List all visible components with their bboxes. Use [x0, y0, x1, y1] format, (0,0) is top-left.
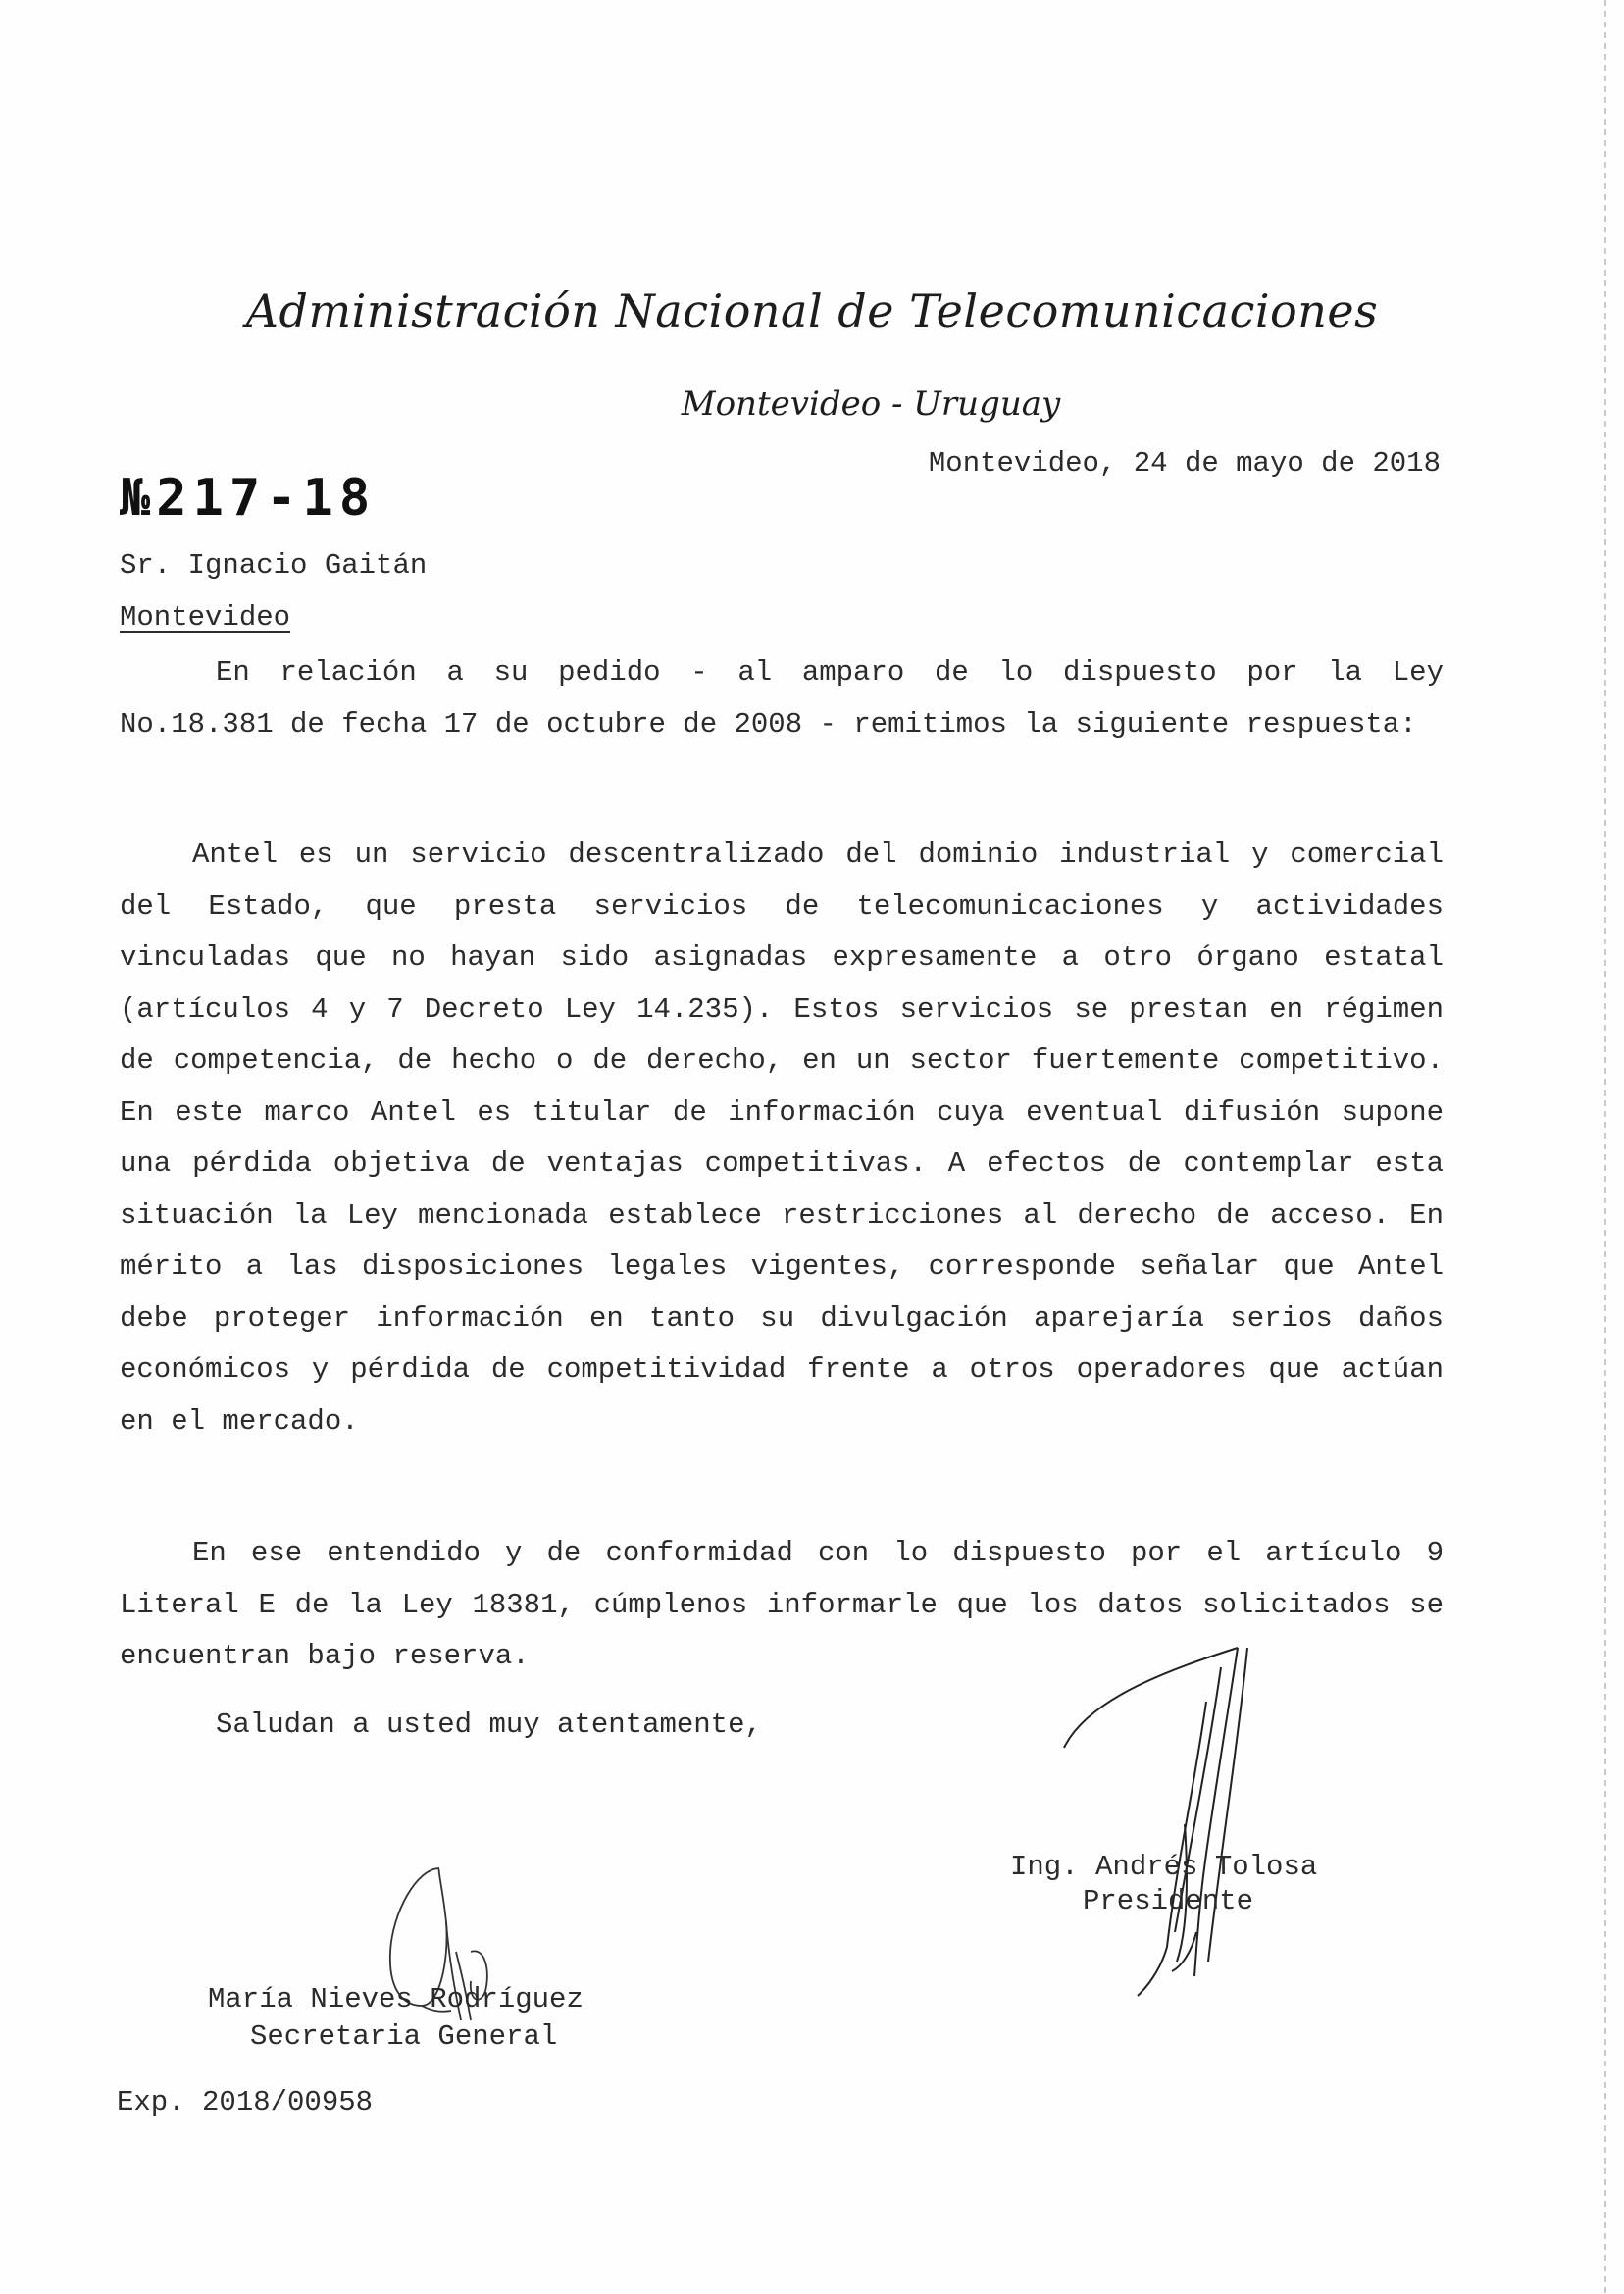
letterhead-subtitle: Montevideo - Uruguay — [681, 384, 1061, 424]
body-paragraph-3: En ese entendido y de conformidad con lo dispuesto por el artículo 9 Literal E de la Ley 18381, cúmplenos informarle que los datos solicitados se encuentran bajo reserva. — [120, 1537, 1444, 1672]
letterhead-title: Administración Nacional de Telecomunicaciones — [245, 284, 1379, 337]
letter-date: Montevideo, 24 de mayo de 2018 — [928, 447, 1441, 480]
body-paragraph-1: En relación a su pedido - al amparo de lo dispuesto por la Ley No.18.381 de fecha 17 de octubre de 2008 - remitimos la siguiente respuesta: — [120, 656, 1444, 740]
document-number-stamp: №217-18 — [120, 469, 377, 528]
closing-line: Saludan a usted muy atentamente, — [216, 1708, 762, 1741]
recipient-city: Montevideo — [120, 601, 291, 634]
signature-right-scribble — [1064, 1648, 1247, 1996]
left-signatory-name: María Nieves Rodríguez — [208, 1983, 584, 2015]
body-paragraph-2: Antel es un servicio descentralizado del dominio industrial y comercial del Estado, que presta servicios de telecomunicaciones y actividades vinculadas que no hayan sido asignadas expresamente a otro órgano estatal (artículos 4 y 7 Decreto Ley 14.235). Estos servicios se prestan en régimen de competencia, de hecho o de derecho, en un sector fuertemente competitivo. En este marco Antel es titular de información cuya eventual difusión supone una pérdida objetiva de ventajas competitivas. A efectos de contemplar esta situación la Ley mencionada establece restricciones al derecho de acceso. En mérito a las disposiciones legales vigentes, corresponde señalar que Antel debe proteger información en tanto su divulgación aparejaría serios daños económicos y pérdida de competitividad frente a otros operadores que actúan en el mercado. — [120, 839, 1444, 1438]
right-signatory-title: Presidente — [1083, 1885, 1254, 1917]
file-reference: Exp. 2018/00958 — [117, 2086, 374, 2118]
recipient-name: Sr. Ignacio Gaitán — [120, 549, 428, 582]
left-signatory-title: Secretaria General — [250, 2020, 558, 2053]
right-signatory-name: Ing. Andrés Tolosa — [1010, 1851, 1318, 1883]
